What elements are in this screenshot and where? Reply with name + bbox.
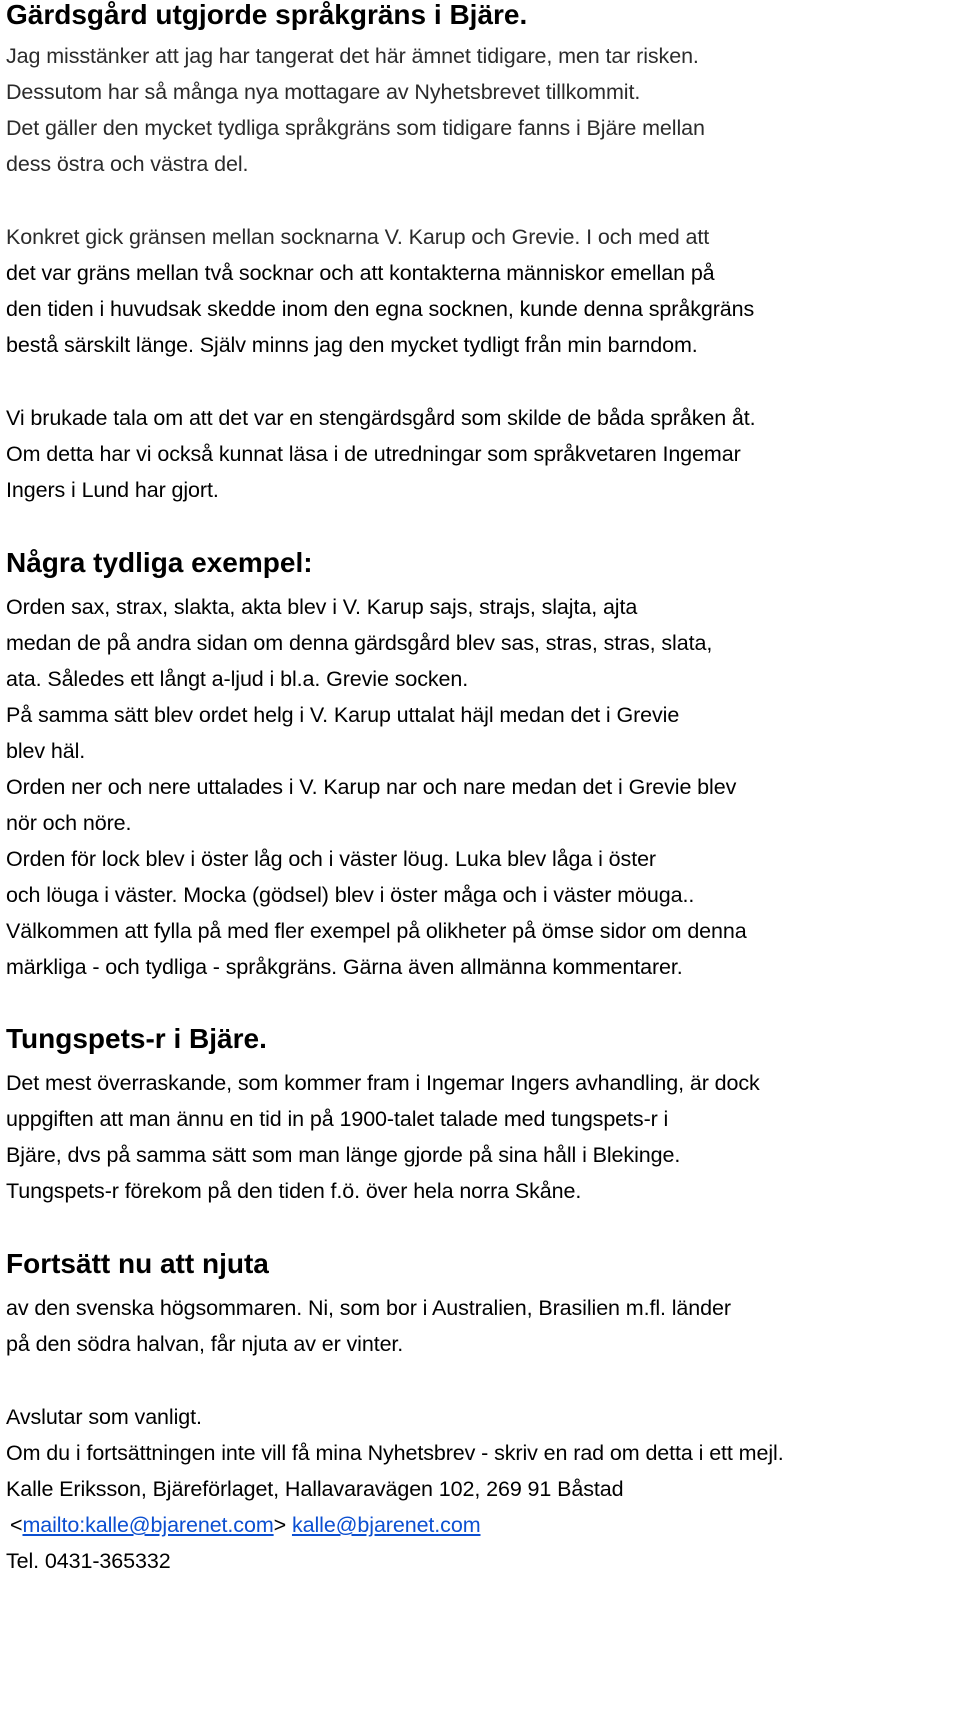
- paragraph-line: uppgiften att man ännu en tid in på 1900-talet talade med tungspets-r i: [6, 1107, 669, 1131]
- paragraph-line: det var gräns mellan två socknar och att kontakterna människor emellan på: [6, 261, 715, 285]
- section-heading-tungspets: Tungspets-r i Bjäre.: [6, 1023, 267, 1054]
- paragraph-line: Om detta har vi också kunnat läsa i de utredningar som språkvetaren Ingemar: [6, 442, 741, 466]
- paragraph-line: Det gäller den mycket tydliga språkgräns som tidigare fanns i Bjäre mellan: [6, 116, 705, 140]
- paragraph-line: Välkommen att fylla på med fler exempel på olikheter på ömse sidor om denna: [6, 919, 747, 943]
- email-link[interactable]: kalle@bjarenet.com: [291, 1513, 481, 1537]
- paragraph-line: bestå särskilt länge. Själv minns jag den mycket tydligt från min barndom.: [6, 333, 698, 357]
- closing-line: Om du i fortsättningen inte vill få mina Nyhetsbrev - skriv en rad om detta i ett mejl.: [6, 1441, 784, 1465]
- paragraph-line: På samma sätt blev ordet helg i V. Karup uttalat häjl medan det i Grevie: [6, 703, 680, 727]
- signature-address: Kalle Eriksson, Bjäreförlaget, Hallavaravägen 102, 269 91 Båstad: [6, 1477, 624, 1501]
- email-line: [10, 1511, 481, 1539]
- paragraph-line: Tungspets-r förekom på den tiden f.ö. över hela norra Skåne.: [6, 1179, 582, 1203]
- section-heading-spraakgrans: Gärdsgård utgjorde språkgräns i Bjäre.: [6, 0, 528, 30]
- paragraph-line: Orden för lock blev i öster låg och i väster löug. Luka blev låga i öster: [6, 847, 656, 871]
- mailto-open: <: [10, 1513, 23, 1537]
- section-heading-fortsatt: Fortsätt nu att njuta: [6, 1248, 269, 1279]
- paragraph-line: Bjäre, dvs på samma sätt som man länge gjorde på sina håll i Blekinge.: [6, 1143, 681, 1167]
- paragraph-line: medan de på andra sidan om denna gärdsgård blev sas, stras, stras, slata,: [6, 631, 713, 655]
- paragraph-line: Dessutom har så många nya mottagare av Nyhetsbrevet tillkommit.: [6, 80, 641, 104]
- paragraph-line: ata. Således ett långt a-ljud i bl.a. Grevie socken.: [6, 667, 469, 691]
- paragraph-line: Ingers i Lund har gjort.: [6, 478, 219, 502]
- mailto-link[interactable]: mailto:kalle@bjarenet.com: [22, 1513, 274, 1537]
- paragraph-line: Jag misstänker att jag har tangerat det här ämnet tidigare, men tar risken.: [6, 44, 699, 68]
- paragraph-line: Vi brukade tala om att det var en stengärdsgård som skilde de båda språken åt.: [6, 406, 756, 430]
- paragraph-line: blev häl.: [6, 739, 86, 763]
- paragraph-line: Orden ner och nere uttalades i V. Karup nar och nare medan det i Grevie blev: [6, 775, 737, 799]
- paragraph-line: nör och nöre.: [6, 811, 132, 835]
- paragraph-line: och löuga i väster. Mocka (gödsel) blev i öster måga och i väster möuga..: [6, 883, 695, 907]
- paragraph-line: Orden sax, strax, slakta, akta blev i V. Karup sajs, strajs, slajta, ajta: [6, 595, 638, 619]
- phone-number: Tel. 0431-365332: [6, 1549, 171, 1573]
- paragraph-line: den tiden i huvudsak skedde inom den egna socknen, kunde denna språkgräns: [6, 297, 755, 321]
- closing-line: Avslutar som vanligt.: [6, 1405, 202, 1429]
- paragraph-line: dess östra och västra del.: [6, 152, 249, 176]
- paragraph-line: Det mest överraskande, som kommer fram i Ingemar Ingers avhandling, är dock: [6, 1071, 760, 1095]
- section-heading-exempel: Några tydliga exempel:: [6, 547, 313, 578]
- paragraph-line: märkliga - och tydliga - språkgräns. Gärna även allmänna kommentarer.: [6, 955, 683, 979]
- paragraph-line: Konkret gick gränsen mellan socknarna V. Karup och Grevie. I och med att: [6, 225, 710, 249]
- paragraph-line: av den svenska högsommaren. Ni, som bor i Australien, Brasilien m.fl. länder: [6, 1296, 731, 1320]
- paragraph-line: på den södra halvan, får njuta av er vinter.: [6, 1332, 404, 1356]
- mailto-close: >: [273, 1513, 287, 1537]
